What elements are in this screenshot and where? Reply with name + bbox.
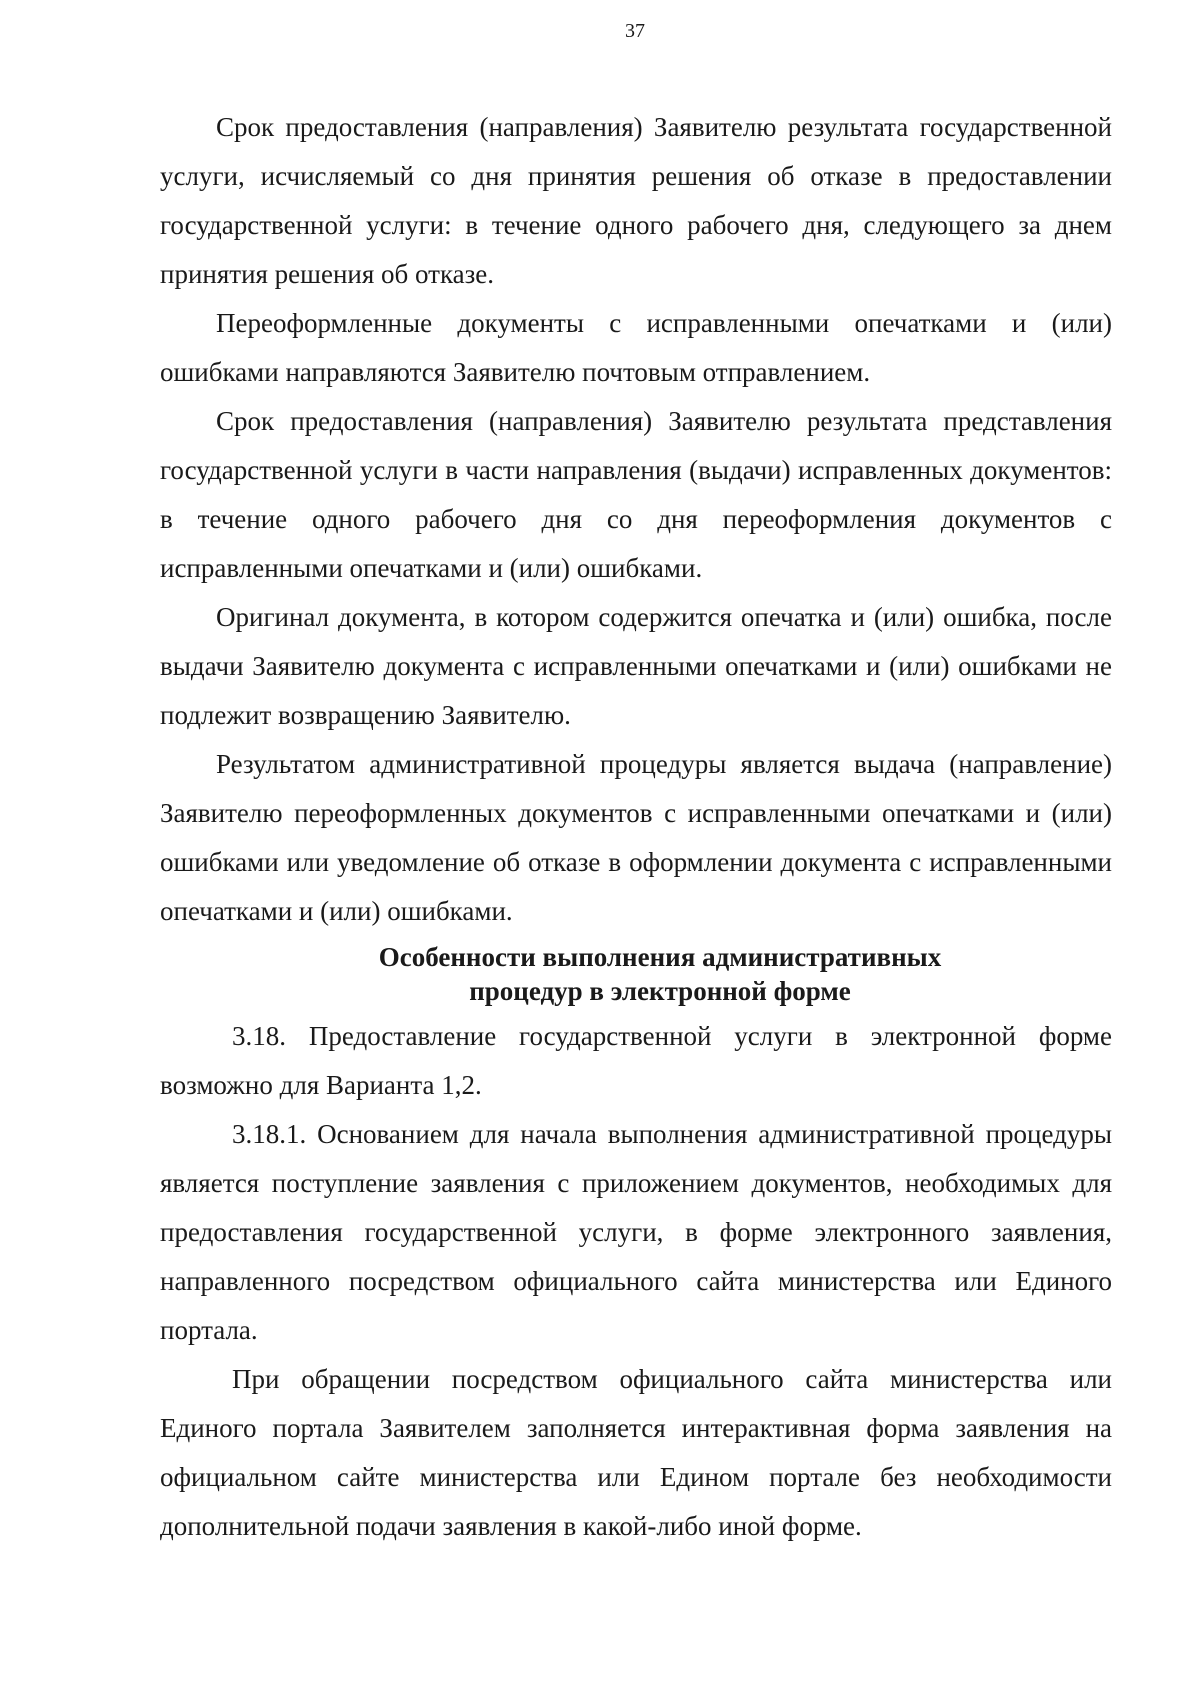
paragraph-reissued-documents-mail: Переоформленные документы с исправленными опечатками и (или) ошибками направляются Заявителю почтовым отправлением. bbox=[160, 308, 1112, 387]
paragraph-original-document: Оригинал документа, в котором содержится опечатка и (или) ошибка, после выдачи Заявителю документа с исправленными опечатками и (или) ошибками не подлежит возвращению Заявителю. bbox=[160, 602, 1112, 730]
section-heading bbox=[160, 940, 1112, 1008]
paragraph-3-18: 3.18. Предоставление государственной услуги в электронной форме возможно для Варианта 1,2. bbox=[160, 1021, 1112, 1100]
paragraph-result-deadline-refusal: Срок предоставления (направления) Заявителю результата государственной услуги, исчисляемый со дня принятия решения об отказе в предоставлении государственной услуги: в течение одного рабочего дня, следующего за днем принятия решения об отказе. bbox=[160, 112, 1112, 289]
paragraph-corrected-documents-deadline: Срок предоставления (направления) Заявителю результата представления государственной услуги в части направления (выдачи) исправленных документов: в течение одного рабочего дня со дня переоформления документов с исправленными опечатками и (или) ошибками. bbox=[160, 406, 1112, 583]
document-body bbox=[160, 103, 1112, 1551]
paragraph-interactive-form: При обращении посредством официального сайта министерства или Единого портала Заявителем заполняется интерактивная форма заявления на официальном сайте министерства или Едином портале без необходимости дополнительной подачи заявления в какой-либо иной форме. bbox=[160, 1364, 1112, 1541]
page-number: 37 bbox=[625, 20, 645, 42]
section-heading-line-2: процедур в электронной форме bbox=[469, 976, 851, 1006]
paragraph-procedure-result: Результатом административной процедуры является выдача (направление) Заявителю переоформленных документов с исправленными опечатками и (или) ошибками или уведомление об отказе в оформлении документа с исправленными опечатками и (или) ошибками. bbox=[160, 749, 1112, 926]
paragraph-3-18-1: 3.18.1. Основанием для начала выполнения административной процедуры является поступление заявления с приложением документов, необходимых для предоставления государственной услуги, в форме электронного заявления, направленного посредством официального сайта министерства или Единого портала. bbox=[160, 1119, 1112, 1345]
section-heading-line-1: Особенности выполнения административных bbox=[378, 942, 942, 972]
